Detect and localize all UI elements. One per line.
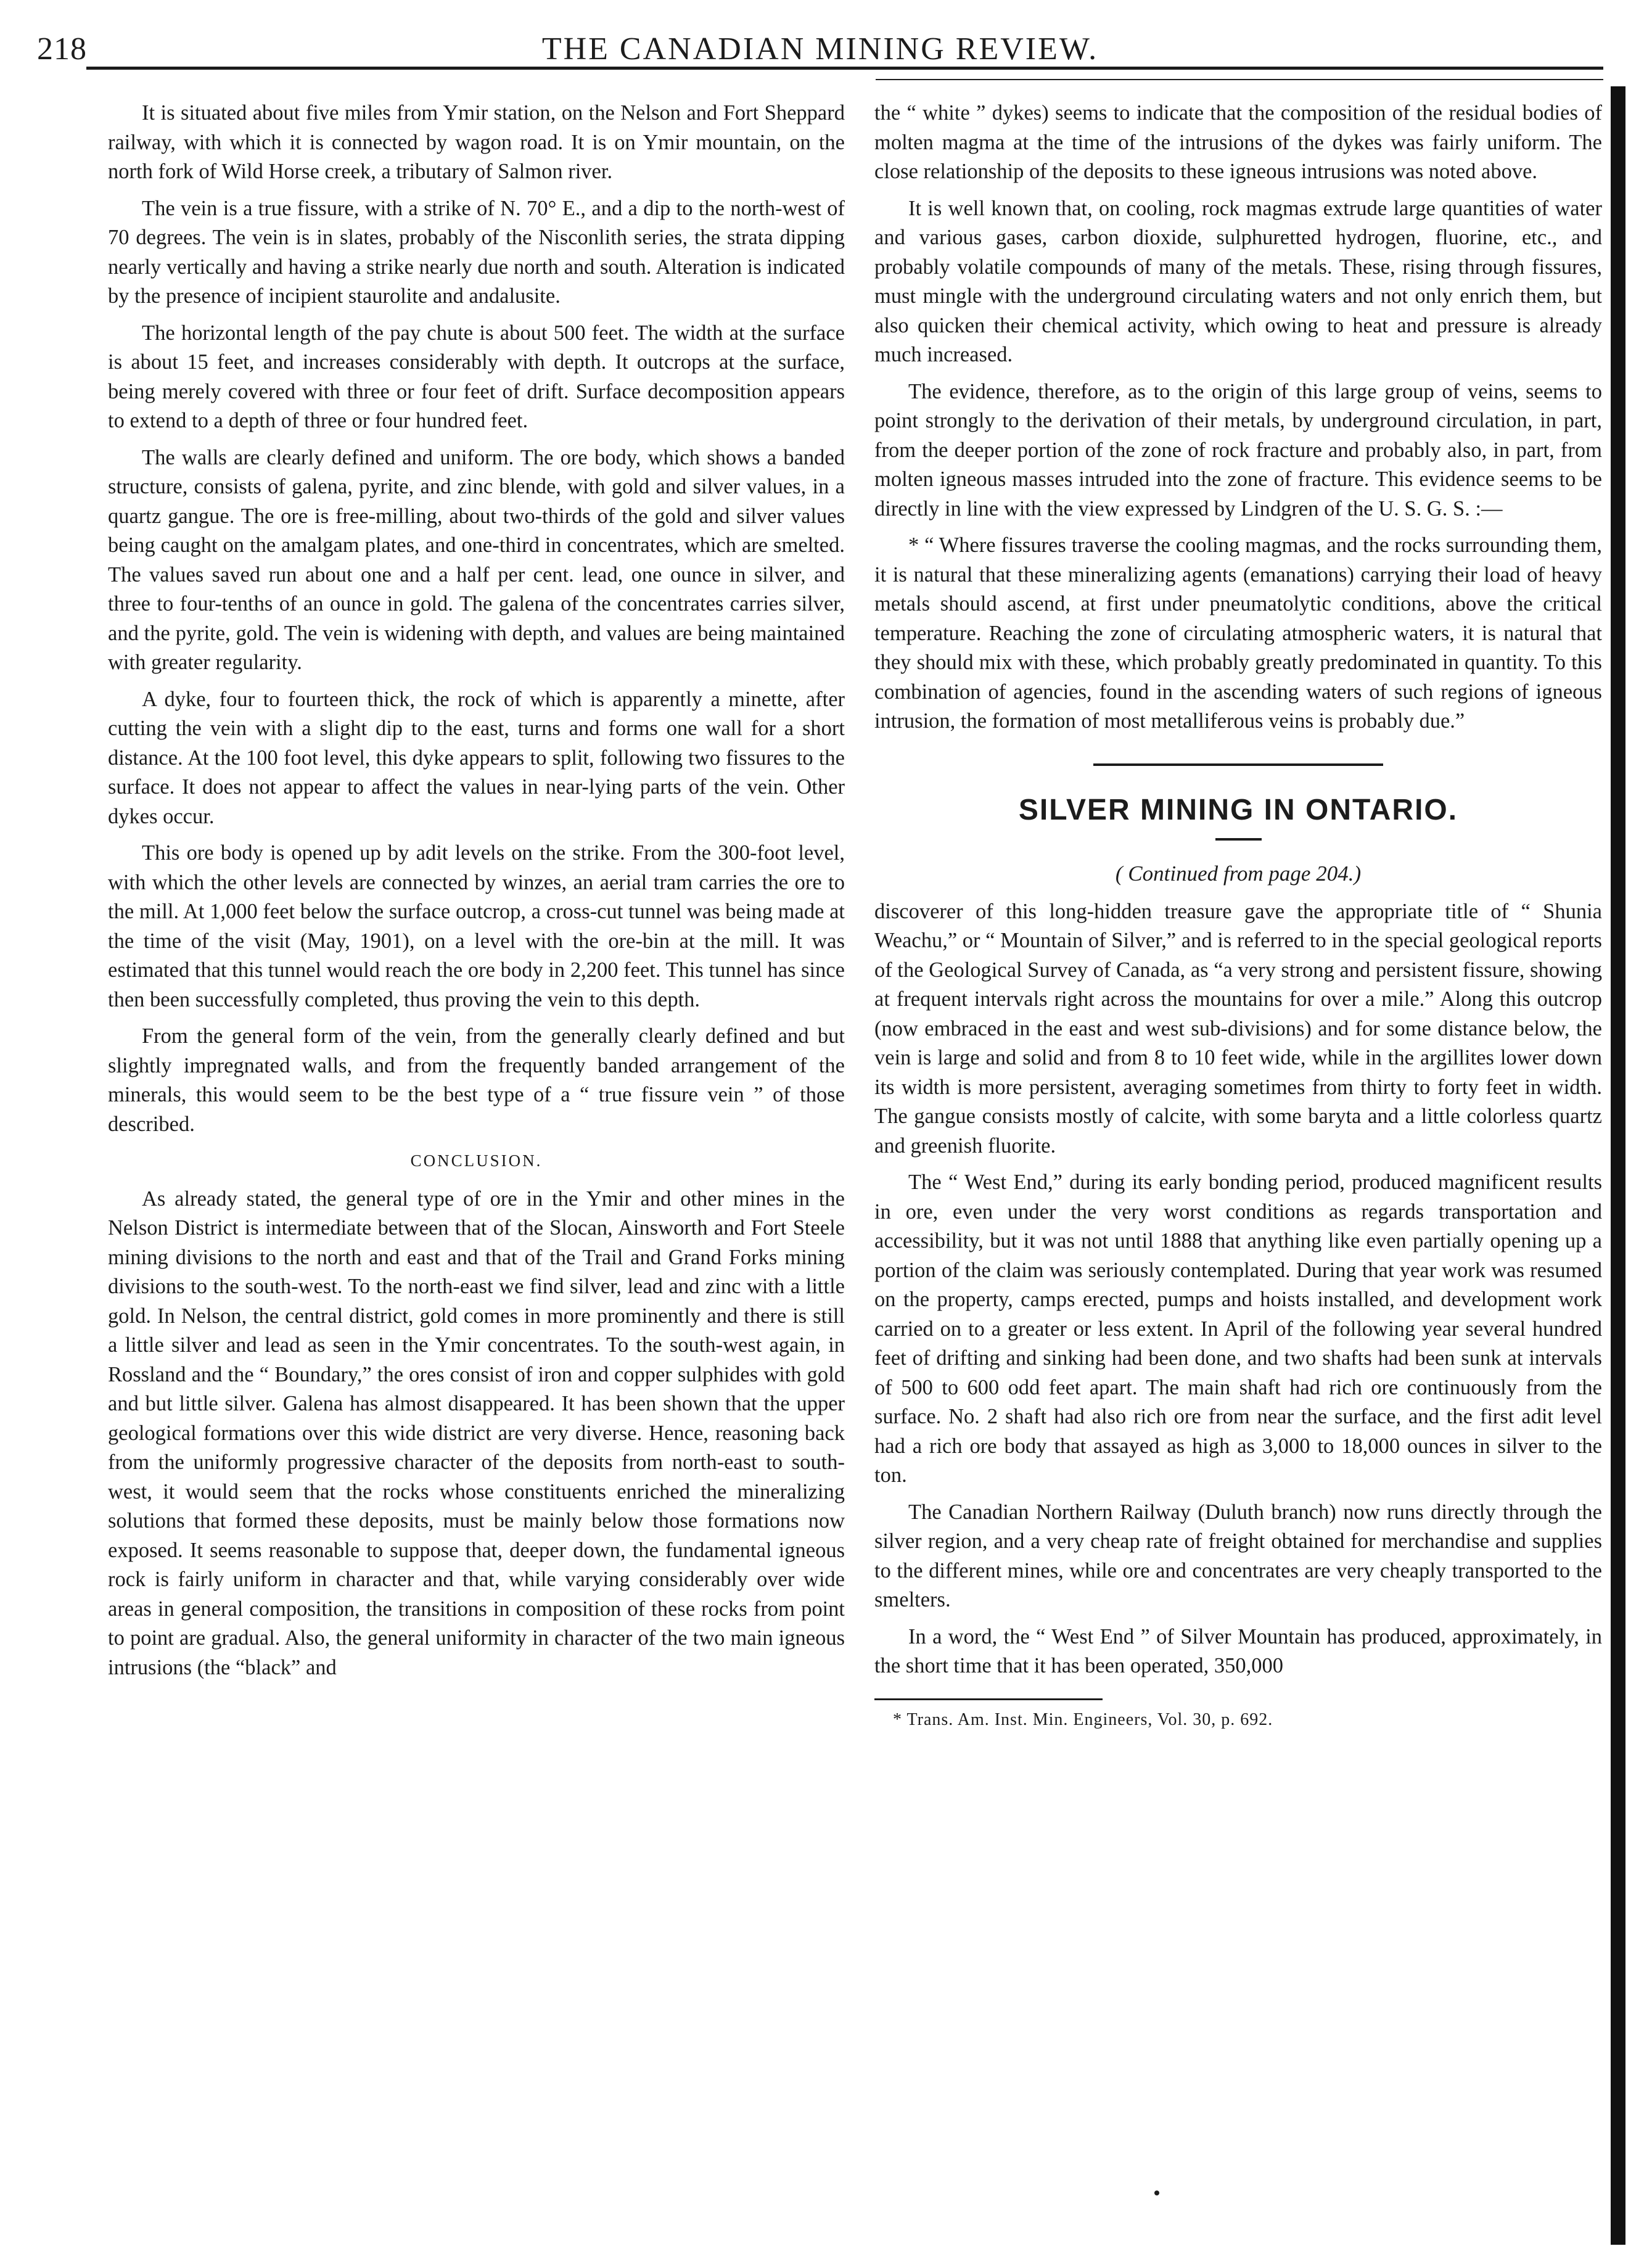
paragraph: The Canadian Northern Railway (Duluth branch) now runs directly through the silver region, and a very cheap rate of freight obtained for merchandise and supplies to the different mines, while ore and concentrates are very cheaply transported to the smelters. (874, 1500, 1602, 1611)
left-column (108, 99, 845, 1690)
paragraph: discoverer of this long-hidden treasure gave the appropriate title of “ Shunia Weachu,” or “ Mountain of Silver,” and is referred to in the special geological reports of the Geological Survey of Canada, as “a very strong and persistent fissure, showing at frequent intervals right across the mountains for over a mile.” Along this outcrop (now embraced in the east and west sub-divisions) and for some distance below, the vein is large and solid and from 8 to 10 feet wide, while in the argillites lower down its width is more persistent, averaging sometimes from thirty to forty feet in width. The gangue consists mostly of calcite, with some baryta and a little colorless quartz and greenish fluorite. (874, 899, 1602, 1158)
page-header (37, 26, 1603, 81)
quote-paragraph: * “ Where fissures traverse the cooling magmas, and the rocks surrounding them, it is natural that these mineralizing agents (emanations) carrying their load of heavy metals should ascend, at first under pneumatolytic conditions, above the critical temperature. Reaching the zone of circulating atmospheric waters, it is natural that they should mix with these, which probably greatly predominated in quantity. To this combination of agencies, found in the ascending waters of such regions of igneous intrusion, the formation of most metalliferous veins is probably due.” (874, 533, 1602, 733)
right-column (874, 99, 1602, 1731)
paragraph: It is situated about five miles from Ymir station, on the Nelson and Fort Sheppard railway, with which it is connected by wagon road. It is on Ymir mountain, on the north fork of Wild Horse creek, a tributary of Salmon river. (108, 101, 845, 183)
article-title: SILVER MINING IN ONTARIO. (1018, 793, 1458, 826)
paragraph: The evidence, therefore, as to the origin of this large group of veins, seems to point strongly to the derivation of their metals, by underground circulation, in part, from the deeper portion of the zone of rock fracture and probably also, in part, from molten igneous masses intruded into the zone of fracture. This evidence seems to be directly in line with the view expressed by Lindgren of the U. S. G. S. :— (874, 379, 1602, 520)
header-rule-secondary (876, 79, 1603, 80)
paragraph: As already stated, the general type of ore in the Ymir and other mines in the Nelson District is intermediate between that of the Slocan, Ainsworth and Fort Steele mining divisions to the north and east and that of the Trail and Grand Forks mining divisions to the south-west. To the north-east we find silver, lead and zinc with a little gold. In Nelson, the central district, gold comes in more prominently and there is still a little silver and lead as seen in the Ymir concentrates. To the south-west again, in Rossland and the “ Boundary,” the ores consist of iron and copper sulphides with gold and but little silver. Galena has almost disappeared. It has been shown that the upper geological formations over this wide district are very diverse. Hence, reasoning back from the uniformly progressive character of the deposits from north-east to south-west, it would seem that the rocks whose constituents enriched the mineralizing solutions that formed these deposits, must be mainly below those formations now exposed. It seems reasonable to suppose that, deeper down, the fundamental igneous rock is fairly uniform in character and that, while varying considerably over wide areas in general composition, the transitions in composition of these rocks from point to point are gradual. Also, the general uniformity in character of the two main igneous intrusions (the “black” and (108, 1187, 845, 1679)
paragraph: The walls are clearly defined and uniform. The ore body, which shows a banded structure, consists of galena, pyrite, and zinc blende, with gold and silver values, in a quartz gangue. The ore is free-milling, about two-thirds of the gold and silver values being caught on the amalgam plates, and one-third in concentrates, which are smelted. The values saved run about one and a half per cent. lead, one ounce in silver, and three to four-tenths of an ounce in gold. The galena of the concentrates carries silver, and the pyrite, gold. The vein is widening with depth, and values are being maintained with greater regularity. (108, 445, 845, 674)
paragraph: A dyke, four to fourteen thick, the rock of which is apparently a minette, after cutting the vein with a slight dip to the east, turns and forms one wall for a short distance. At the 100 foot level, this dyke appears to split, following two fissures to the surface. It does not appear to affect the values in near-lying parts of the vein. Other dykes occur. (108, 687, 845, 828)
paragraph: It is well known that, on cooling, rock magmas extrude large quantities of water and various gases, carbon dioxide, sulphuretted hydrogen, fluorine, etc., and probably volatile compounds of many of the metals. These, rising through fissures, must mingle with the underground circulating waters and not only enrich them, but also quicken their chemical activity, which owing to heat and pressure is already much increased. (874, 196, 1602, 366)
paragraph: The vein is a true fissure, with a strike of N. 70° E., and a dip to the north-west of 70 degrees. The vein is in slates, probably of the Nisconlith series, the strata dipping nearly vertically and having a strike nearly due north and south. Alteration is indicated by the presence of incipient staurolite and andalusite. (108, 196, 845, 308)
page-edge-bar (1611, 86, 1625, 2245)
page-number: 218 (37, 31, 87, 67)
running-head: THE CANADIAN MINING REVIEW. (541, 31, 1099, 67)
paragraph: The horizontal length of the pay chute is about 500 feet. The width at the surface is about 15 feet, and increases considerably with depth. It outcrops at the surface, being merely covered with three or four feet of drift. Surface decomposition appears to extend to a depth of three or four hundred feet. (108, 321, 845, 432)
paragraph: the “ white ” dykes) seems to indicate that the composition of the residual bodies of molten magma at the time of the intrusions of the dykes was fairly uniform. The close relationship of the deposits to these igneous intrusions was noted above. (874, 101, 1602, 183)
continued-note: ( Continued from page 204.) (1115, 862, 1362, 886)
conclusion-heading: CONCLUSION. (410, 1151, 543, 1170)
section-divider (1093, 763, 1383, 766)
footnote: * Trans. Am. Inst. Min. Engineers, Vol. 30, p. 692. (893, 1709, 1273, 1729)
paragraph: In a word, the “ West End ” of Silver Mountain has produced, approximately, in the short time that it has been operated, 350,000 (874, 1624, 1602, 1677)
header-rule (86, 67, 1603, 70)
title-rule (1215, 838, 1262, 841)
footnote-rule (874, 1698, 1103, 1700)
print-speck (1154, 2190, 1159, 2195)
paragraph: The “ West End,” during its early bonding period, produced magnificent results in ore, even under the very worst conditions as regards transportation and accessibility, but it was not until 1888 that anything like even partially opening up a portion of the claim was seriously contemplated. During that year work was resumed on the property, camps erected, pumps and hoists installed, and development work carried on to a greater or less extent. In April of the following year several hundred feet of drifting and sinking had been done, and two shafts had been sunk at intervals of 500 to 600 odd feet apart. The main shaft had rich ore continuously from the surface. No. 2 shaft had also rich ore from near the surface, and the first adit level had a rich ore body that assayed as high as 3,000 to 18,000 ounces in silver to the ton. (874, 1170, 1602, 1487)
paragraph: This ore body is opened up by adit levels on the strike. From the 300-foot level, with which the other levels are connected by winzes, an aerial tram carries the ore to the mill. At 1,000 feet below the surface outcrop, a cross-cut tunnel was being made at the time of the visit (May, 1901), on a level with the ore-bin at the mill. It was estimated that this tunnel would reach the ore body in 2,200 feet. This tunnel has since then been successfully completed, thus proving the vein to this depth. (108, 841, 845, 1011)
paragraph: From the general form of the vein, from the generally clearly defined and but slightly impregnated walls, and from the frequently banded arrangement of the minerals, this would seem to be the best type of a “ true fissure vein ” of those described. (108, 1024, 845, 1136)
